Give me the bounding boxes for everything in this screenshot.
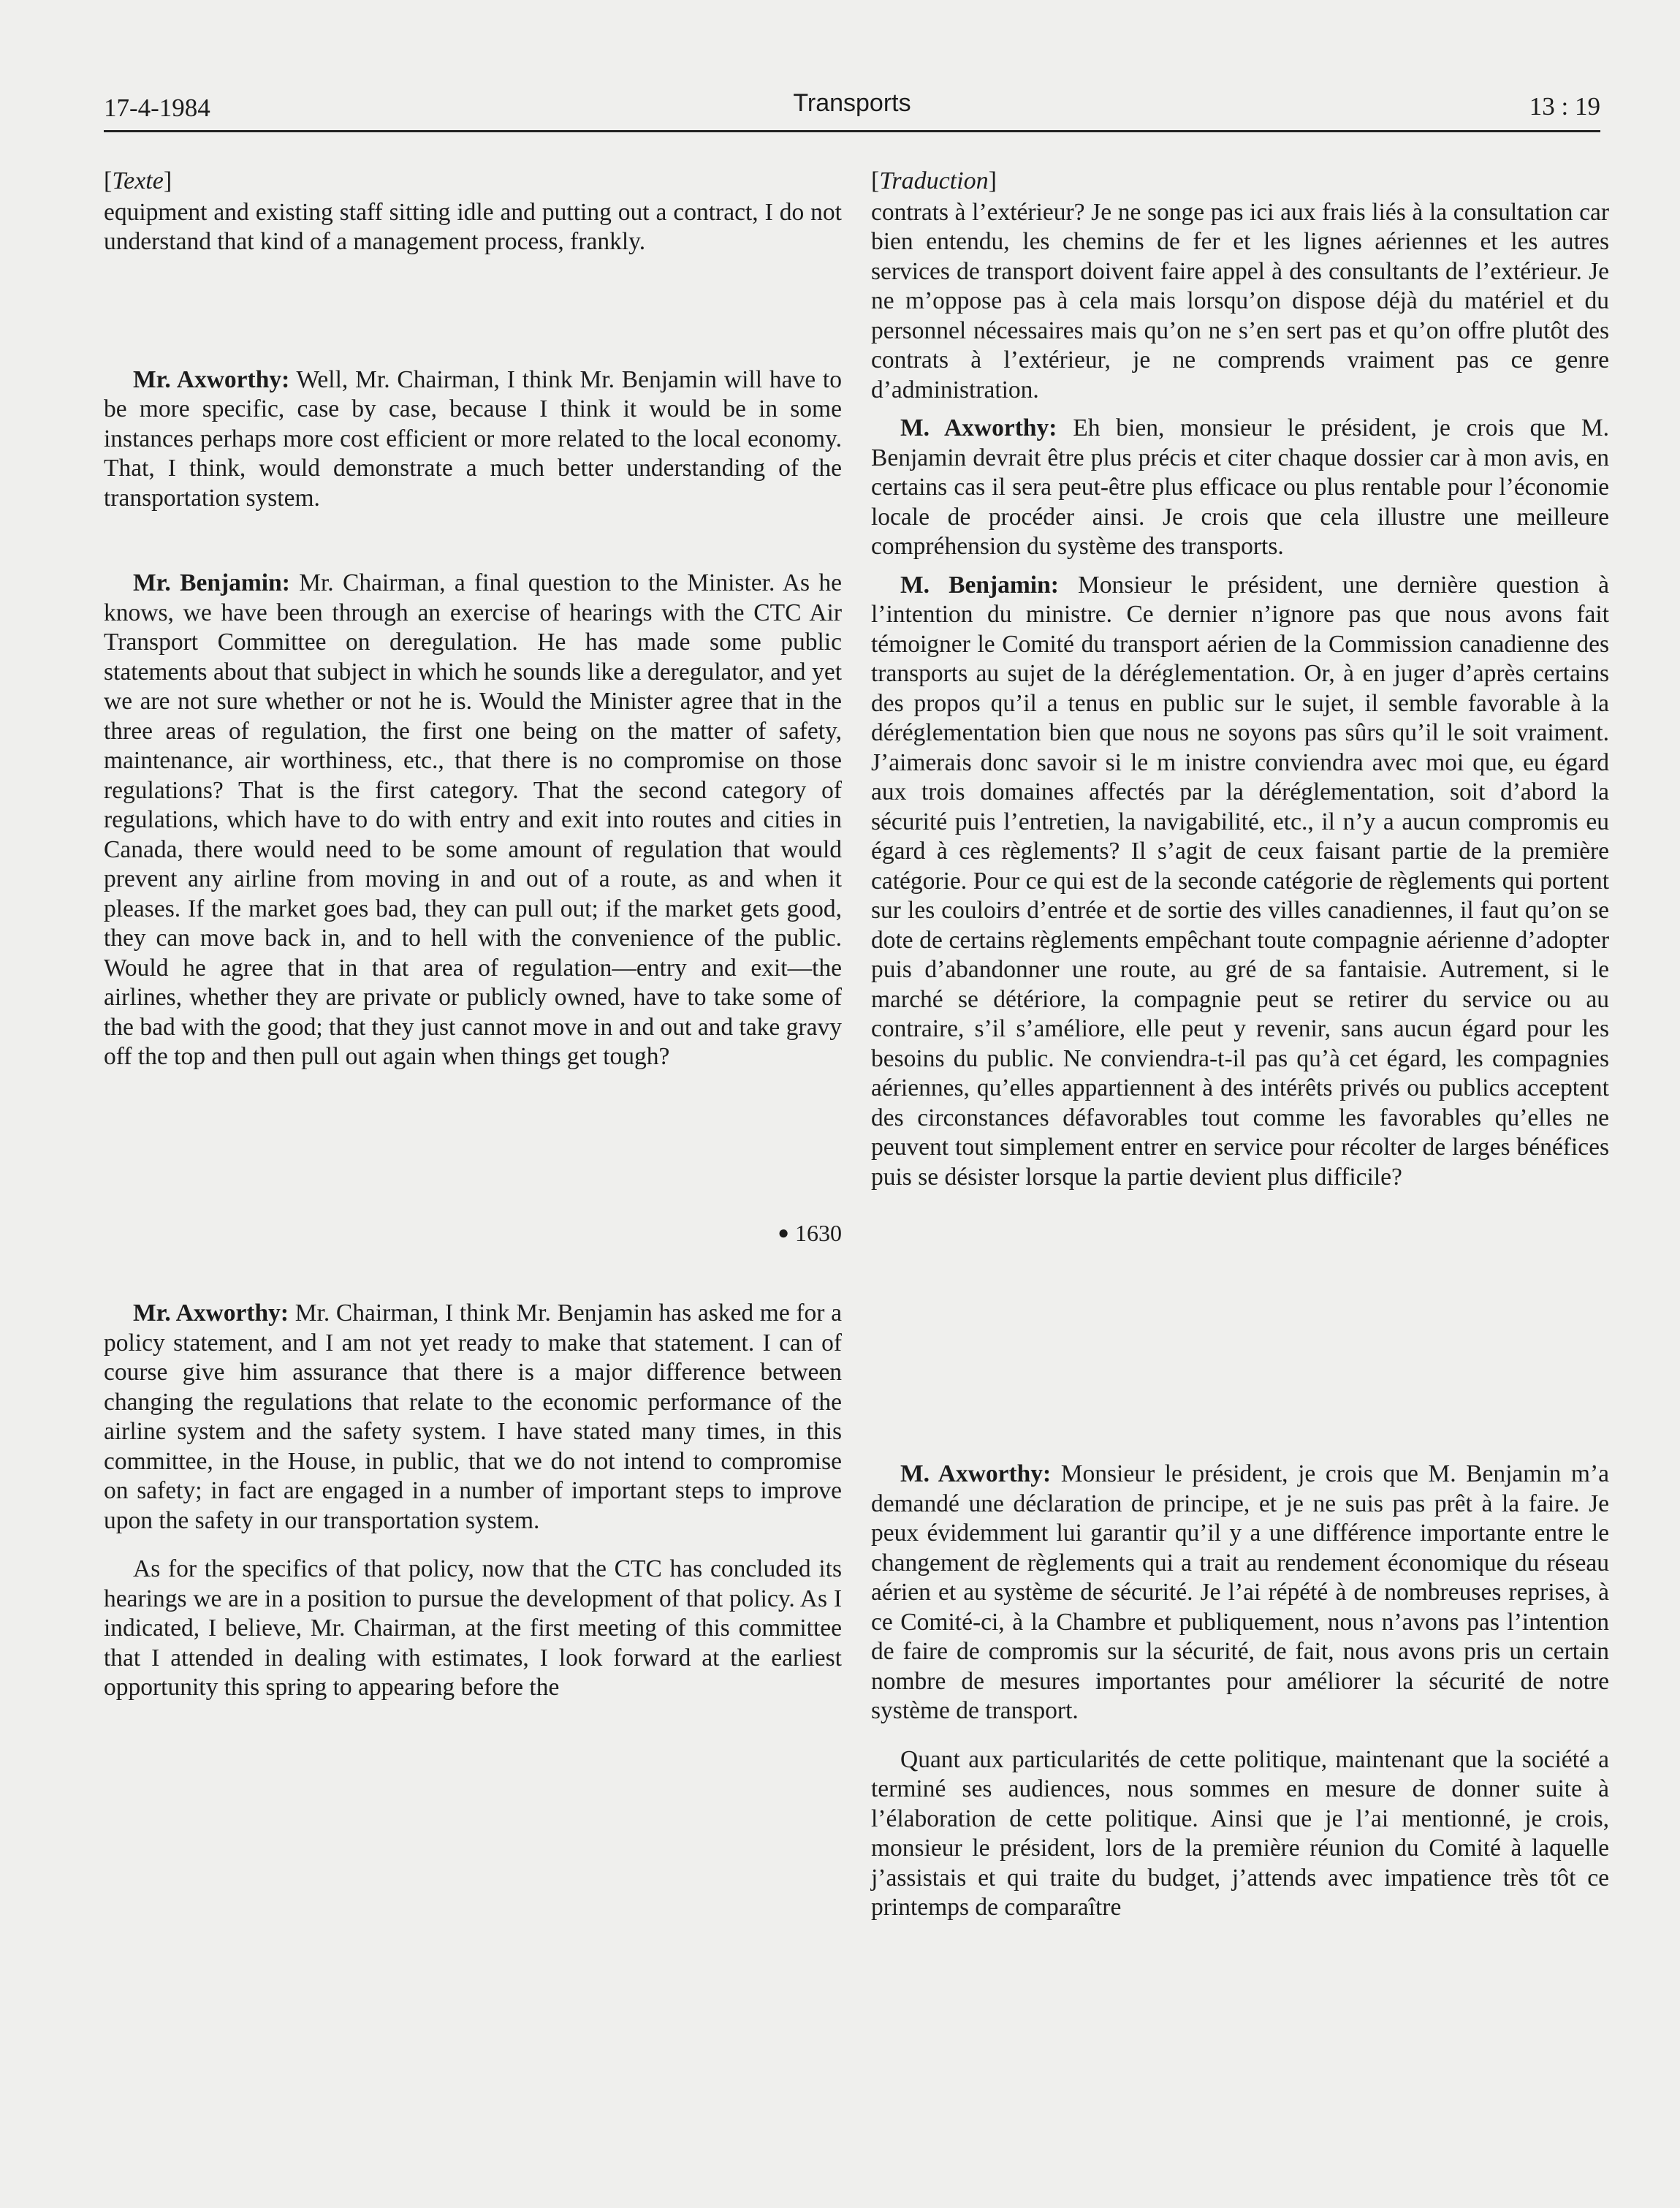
speaker-name: M. Axworthy:	[900, 414, 1057, 441]
paragraph-continuation: contrats à l’extérieur? Je ne songe pas ici aux frais liés à la consultation car bien entendu, les chemins de fer et les lignes aériennes et les autres services de transport doivent faire appel à des consultants de l’extérieur. Je ne m’oppose pas à cela mais lorsqu’on dispose déjà du matériel et du personnel nécessaires mais qu’on ne s’en sert pas et qu’on offre plutôt des contrats à l’extérieur, je ne comprends vraiment pas ce genre d’administration.	[871, 198, 1609, 403]
section-tag-texte	[104, 167, 842, 197]
tag-open-bracket: [	[104, 167, 113, 194]
french-column	[871, 167, 1609, 1923]
timestamp-value: 1630	[795, 1219, 842, 1246]
speaker-name: M. Benjamin:	[900, 571, 1059, 599]
paragraph-text: Monsieur le président, une dernière question à l’intention du ministre. Ce dernier n’ignore pas que nous avons fait témoigner le Comité du transport aérien de la Commission canadienne des transports au sujet de la déréglementation. Or, à en juger d’après certains des propos qu’il a tenus en public sur le sujet, il semble favorable à la déréglementation bien que nous ne soyons pas sûrs qu’il le soit vraiment. J’aimerais donc savoir si le m inistre conviendra avec moi que, eu égard aux trois domaines affectés par la déréglementation, soit d’abord la sécurité puis l’entretien, la navigabilité, etc., il n’y a aucun compromis eu égard à ces règlements? Il s’agit de ceux faisant partie de la première catégorie. Pour ce qui est de la seconde catégorie de règlements qui portent sur les couloirs d’entrée et de sortie des villes canadiennes, il faut qu’on se dote de certains règlements empêchant toute compagnie aérienne d’adopter puis d’abandonner une route, au gré de sa fantaisie. Autrement, si le marché se détériore, la compagnie peut se retirer du service ou au contraire, s’il s’améliore, elle peut y revenir, sans aucun égard pour les besoins du public. Ne conviendra-t-il pas qu’à cet égard, les compagnies aériennes, qu’elles appartiennent à des intérêts privés ou publics acceptent des circonstances défavorables tout comme les favorables qu’elles ne peuvent tout simplement entrer en service pour récolter de larges bénéfices puis se désister lorsque la partie devient plus difficile?	[871, 571, 1609, 1191]
tag-word: Texte	[112, 167, 164, 194]
paragraph-text: Mr. Chairman, I think Mr. Benjamin has asked me for a policy statement, and I am not yet ready to make that statement. I can of course give him assurance that there is a major difference between changing the regulations that relate to the economic performance of the airline system and the safety system. I have stated many times, in this committee, in the House, in public, that we do not intend to compromise on safety; in fact are engaged in a number of important steps to improve upon the safety in our transportation system.	[104, 1300, 843, 1534]
speaker-name: Mr. Axworthy:	[133, 365, 290, 393]
header-rule	[104, 130, 1600, 132]
paragraph-continuation: equipment and existing staff sitting idle and putting out a contract, I do not understand that kind of a management process, frankly.	[104, 198, 842, 255]
paragraph-policy-specifics: Quant aux particularités de cette politique, maintenant que la société a terminé ses audiences, nous sommes en mesure de donner suite à l’élaboration de cette politique. Ainsi que je l’ai mentionné, je crois, monsieur le président, lors de la première réunion du Comité à laquelle j’assistais et qui traite du budget, j’attends avec impatience très tôt ce printemps de comparaître	[871, 1745, 1609, 1921]
timestamp-marker	[104, 1218, 842, 1248]
paragraph-axworthy-1	[871, 414, 1609, 562]
english-column	[104, 167, 842, 1703]
paragraph-benjamin	[871, 571, 1609, 1193]
header-title: Transports	[793, 89, 911, 117]
tag-close-bracket: ]	[163, 167, 172, 194]
speaker-name: Mr. Benjamin:	[133, 569, 290, 596]
bullet-icon: ●	[778, 1221, 789, 1243]
paragraph-text: Mr. Chairman, a final question to the Minister. As he knows, we have been through an exercise of hearings with the CTC Air Transport Committee on deregulation. He has made some public statements about that subject in which he sounds like a deregulator, and yet we are not sure whether or not he is. Would the Minister agree that in the three areas of regulation, the first one being on the matter of safety, maintenance, air worthiness, etc., that there is no compromise on those regulations? That is the first category. That the second category of regulations, which have to do with entry and exit into routes and cities in Canada, there would need to be some amount of regulation that would prevent any airline from moving in and out of a route, as and when it pleases. If the market goes bad, they can pull out; if the market gets good, they can move back in, and to hell with the convenience of the public. Would he agree that in that area of regulation—entry and exit—the airlines, whether they are private or publicly owned, have to take some of the bad with the good; that they just cannot move in and out and take gravy off the top and then pull out again when things get tough?	[104, 569, 842, 1070]
paragraph-axworthy-2	[104, 1299, 842, 1536]
paragraph-benjamin	[104, 569, 842, 1072]
tag-close-bracket: ]	[988, 167, 997, 194]
section-tag-traduction	[871, 167, 1609, 197]
speaker-name: M. Axworthy:	[900, 1460, 1052, 1487]
tag-open-bracket: [	[871, 167, 880, 194]
header-date: 17-4-1984	[104, 94, 210, 122]
tag-word: Traduction	[879, 167, 989, 194]
paragraph-text: Eh bien, monsieur le président, je crois que M. Benjamin devrait être plus précis et citer chaque dossier car à mon avis, en certains cas il sera peut-être plus efficace ou plus rentable pour l’économie locale de procéder ainsi. Je crois que cela illustre une meilleure compréhension du système des transports.	[871, 414, 1609, 560]
paragraph-axworthy-2	[871, 1460, 1609, 1726]
page-header	[104, 89, 1600, 133]
paragraph-text: Monsieur le président, je crois que M. Benjamin m’a demandé une déclaration de principe, et je ne suis pas prêt à la faire. Je peux évidemment lui garantir qu’il y a une différence importante entre le changement de règlements qui a trait au rendement économique du réseau aérien et au système de sécurité. Je l’ai répété à de nombreuses reprises, à ce Comité-ci, à la Chambre et publiquement, nous n’avons pas l’intention de faire de compromis sur la sécurité, de fait, nous avons pris un certain nombre de mesures importantes pour améliorer la sécurité de notre système de transport.	[871, 1460, 1610, 1724]
header-page-number: 13 : 19	[1529, 92, 1600, 121]
paragraph-text: Well, Mr. Chairman, I think Mr. Benjamin will have to be more specific, case by case, because I think it would be in some instances perhaps more cost efficient or more related to the local economy. That, I think, would demonstrate a much better understanding of the transportation system.	[104, 365, 842, 512]
speaker-name: Mr. Axworthy:	[133, 1300, 289, 1327]
paragraph-policy-specifics: As for the specifics of that policy, now that the CTC has concluded its hearings we are in a position to pursue the development of that policy. As I indicated, I believe, Mr. Chairman, at the first meeting of this committee that I attended in dealing with estimates, I look forward at the earliest opportunity this spring to appearing before the	[104, 1555, 842, 1701]
paragraph-axworthy-1	[104, 365, 842, 514]
